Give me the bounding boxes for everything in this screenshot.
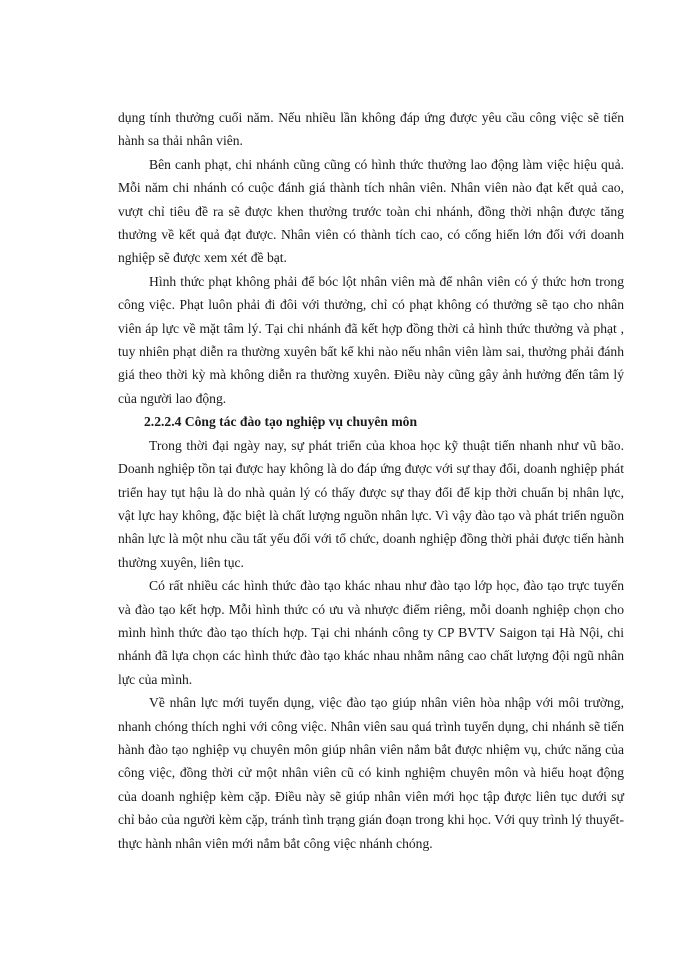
paragraph-penalties: Hình thức phạt không phải để bóc lột nhân viên mà để nhân viên có ý thức hơn trong công việc. Phạt luôn phải đi đôi với thưởng, chỉ có phạt không có thưởng sẽ tạo cho nhân viên áp lực về mặt tâm lý. Tại chi nhánh đã kết hợp đồng thời cả hình thức thưởng và phạt , tuy nhiên phạt diễn ra thường xuyên bất kể khi nào nếu nhân viên làm sai, thưởng phải đánh giá theo thời kỳ mà không diễn ra thường xuyên. Điều này cũng gây ảnh hưởng đến tâm lý của người lao động.	[118, 273, 624, 406]
section-heading: 2.2.2.4 Công tác đào tạo nghiệp vụ chuyên môn	[144, 414, 418, 430]
paragraph-new-staff: Về nhân lực mới tuyển dụng, việc đào tạo giúp nhân viên hòa nhập với môi trường, nhanh chóng thích nghi với công việc. Nhân viên sau quá trình tuyển dụng, chi nhánh sẽ tiến hành đào tạo nghiệp vụ chuyên môn giúp nhân viên nắm bắt được nhiệm vụ, chức năng của công việc, đồng thời cử một nhân viên cũ có kinh nghiệm chuyên môn và hiểu hoạt động của doanh nghiệp kèm cặp. Điều này sẽ giúp nhân viên mới học tập được liên tục dưới sự chỉ bảo của người kèm cặp, tránh tình trạng gián đoạn trong khi học. Với quy trình lý thuyết- thực hành nhân viên mới nắm bắt công việc nhánh chóng.	[118, 695, 624, 851]
paragraph-training-forms: Có rất nhiều các hình thức đào tạo khác nhau như đào tạo lớp học, đào tạo trực tuyến và đào tạo kết hợp. Mỗi hình thức có ưu và nhược điểm riêng, mỗi doanh nghiệp chọn cho mình hình thức đào tạo thích hợp. Tại chi nhánh công ty CP BVTV Saigon tại Hà Nội, chi nhánh đã lựa chọn các hình thức đào tạo khác nhau nhằm nâng cao chất lượng đội ngũ nhân lực của mình.	[118, 578, 624, 687]
paragraph-rewards: Bên canh phạt, chi nhánh cũng cũng có hình thức thưởng lao động làm việc hiệu quả. Mỗi năm chi nhánh có cuộc đánh giá thành tích nhân viên. Nhân viên nào đạt kết quả cao, vượt chỉ tiêu đề ra sẽ được khen thưởng trước toàn chi nhánh, đồng thời nhận được tăng thưởng về kết quả đạt được. Nhân viên có thành tích cao, có cống hiến lớn đối với doanh nghiệp sẽ được xem xét đề bạt.	[118, 156, 624, 266]
paragraph-training-intro: Trong thời đại ngày nay, sự phát triển của khoa học kỹ thuật tiến nhanh như vũ bão. Doanh nghiệp tồn tại được hay không là do đáp ứng được với sự thay đổi, doanh nghiệp phát triển hay tụt hậu là do nhà quản lý có thấy được sự thay đổi để kịp thời chuẩn bị nhân lực, vật lực hay không, đặc biệt là chất lượng nguồn nhân lực. Vì vậy đào tạo và phát triển nguồn nhân lực là một nhu cầu tất yếu đối với tổ chức, doanh nghiệp đồng thời phải được tiến hành thường xuyên, liên tục.	[118, 437, 624, 570]
document-body	[118, 106, 624, 855]
paragraph-continuation: dụng tính thưởng cuối năm. Nếu nhiều lần không đáp ứng được yêu cầu công việc sẽ tiến hành sa thải nhân viên.	[118, 110, 624, 149]
